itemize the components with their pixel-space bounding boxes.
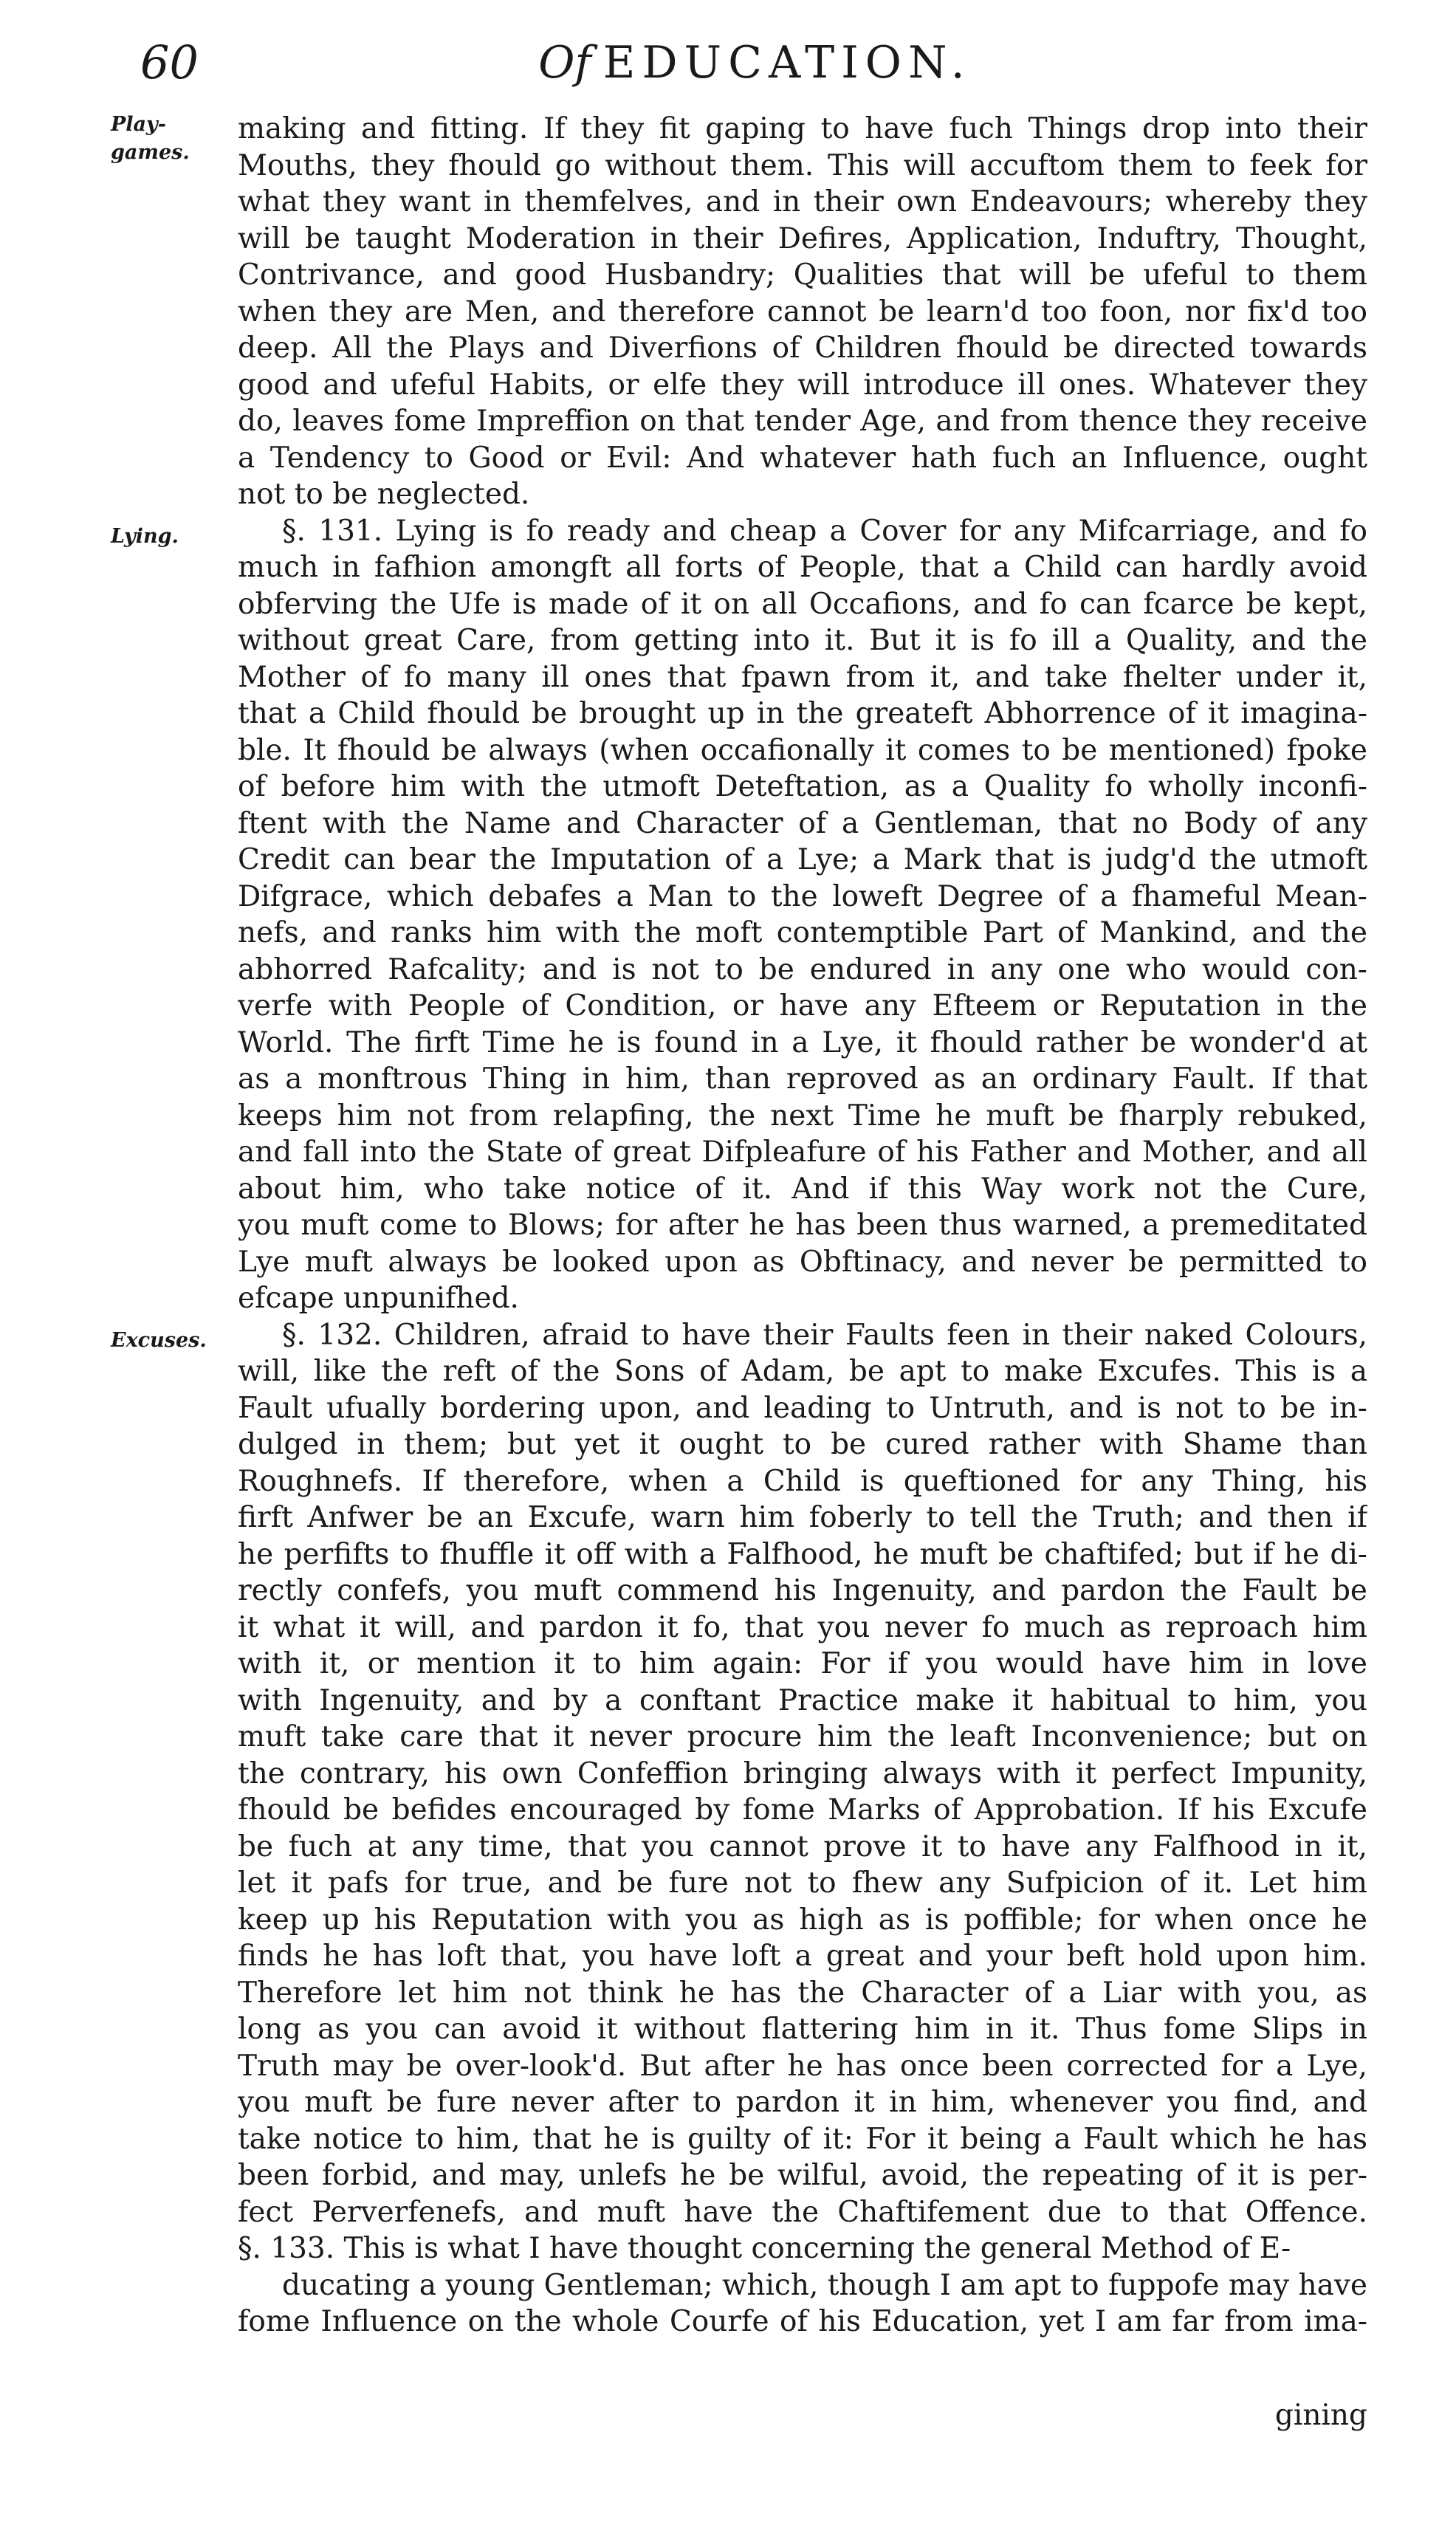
running-title-main: EDUCATION. <box>602 37 972 89</box>
text-line: dulged in them; but yet it ought to be cured rather with Shame than <box>238 1428 1367 1461</box>
text-line: Fault ufually bordering upon, and leading to Untruth, and is not to be in- <box>238 1391 1367 1425</box>
text-line: nefs, and ranks him with the moft contemptible Part of Mankind, and the <box>238 916 1367 949</box>
text-line: Credit can bear the Imputation of a Lye; a Mark that is judg'd the utmoft <box>238 843 1367 876</box>
sidenote-excuses: Excuses. <box>111 1329 207 1352</box>
text-line: let it pafs for true, and be fure not to fhew any Sufpicion of it. Let him <box>238 1866 1367 1900</box>
text-line: with it, or mention it to him again: For if you would have him in love <box>238 1647 1367 1680</box>
text-line: deep. All the Plays and Diverfions of Children fhould be directed towards <box>238 332 1367 365</box>
text-line: finds he has loft that, you have loft a great and your beft hold upon him. <box>238 1940 1367 1973</box>
text-line: firft Anfwer be an Excufe, warn him foberly to tell the Truth; and then if <box>238 1501 1367 1534</box>
text-line: you muft be fure never after to pardon it in him, whenever you find, and <box>238 2086 1367 2119</box>
catchword: gining <box>1274 2399 1367 2432</box>
text-line: making and fitting. If they fit gaping to have fuch Things drop into their <box>238 112 1367 145</box>
text-line: keeps him not from relapfing, the next Time he muft be fharply rebuked, <box>238 1099 1367 1133</box>
text-line: §. 131. Lying is fo ready and cheap a Cover for any Mifcarriage, and fo <box>282 514 1367 548</box>
text-line: when they are Men, and therefore cannot be learn'd too foon, nor fix'd too <box>238 295 1367 329</box>
text-line: rectly confefs, you muft commend his Ingenuity, and pardon the Fault be <box>238 1574 1367 1607</box>
text-line: Contrivance, and good Husbandry; Qualities that will be ufeful to them <box>238 258 1367 292</box>
text-line: that a Child fhould be brought up in the greateft Abhorrence of it imagina- <box>238 697 1367 730</box>
text-line: World. The firft Time he is found in a Lye, it fhould rather be wonder'd at <box>238 1026 1367 1059</box>
text-line: fect Perverfenefs, and muft have the Chaftifement due to that Offence. <box>238 2195 1367 2229</box>
sidenote-play-games <box>111 111 229 167</box>
sidenote-play-games-line-1: Play- <box>111 113 166 136</box>
text-line: Truth may be over-look'd. But after he has once been corrected for a Lye, <box>238 2049 1367 2083</box>
text-line: verfe with People of Condition, or have any Efteem or Reputation in the <box>238 989 1367 1023</box>
text-line: muft take care that it never procure him the leaft Inconvenience; but on <box>238 1720 1367 1753</box>
text-line: he perfifts to fhuffle it off with a Falfhood, he muft be chaftifed; but if he di- <box>238 1537 1367 1571</box>
running-title-of: Of <box>538 37 591 89</box>
body-text <box>238 111 1367 2434</box>
sidenote-play-games-line-2: games. <box>111 141 190 164</box>
text-line: Therefore let him not think he has the Character of a Liar with you, as <box>238 1976 1367 2010</box>
text-line <box>238 2340 1367 2377</box>
text-line: will be taught Moderation in their Defires, Application, Induftry, Thought, <box>238 221 1367 255</box>
text-line: you muft come to Blows; for after he has been thus warned, a premeditated <box>238 1209 1367 1242</box>
text-line: with Ingenuity, and by a conftant Practice make it habitual to him, you <box>238 1683 1367 1717</box>
text-line: will, like the reft of the Sons of Adam, be apt to make Excufes. This is a <box>238 1355 1367 1388</box>
text-line: Lye muft always be looked upon as Obftinacy, and never be permitted to <box>238 1245 1367 1279</box>
text-line: a Tendency to Good or Evil: And whatever hath fuch an Influence, ought <box>238 441 1367 475</box>
text-line: about him, who take notice of it. And if this Way work not the Cure, <box>238 1172 1367 1206</box>
text-line: abhorred Rafcality; and is not to be endured in any one who would con- <box>238 952 1367 986</box>
text-line: and fall into the State of great Difpleafure of his Father and Mother, and all <box>238 1136 1367 1169</box>
running-title <box>140 30 1370 96</box>
text-line: §. 132. Children, afraid to have their Faults feen in their naked Colours, <box>282 1318 1367 1352</box>
text-line: ftent with the Name and Character of a Gentleman, that no Body of any <box>238 806 1367 840</box>
page-header <box>140 30 1370 96</box>
text-line: what they want in themfelves, and in their own Endeavours; whereby they <box>238 185 1367 219</box>
text-line: Roughnefs. If therefore, when a Child is queftioned for any Thing, his <box>238 1464 1367 1498</box>
text-line: good and ufeful Habits, or elfe they will introduce ill ones. Whatever they <box>238 368 1367 402</box>
text-line: keep up his Reputation with you as high as is poffible; for when once he <box>238 1903 1367 1937</box>
text-line: take notice to him, that he is guilty of it: For it being a Fault which he has <box>238 2122 1367 2156</box>
text-line: of before him with the utmoft Deteftation, as a Quality fo wholly inconfi- <box>238 770 1367 803</box>
page-number: 60 <box>140 35 199 89</box>
text-line: not to be neglected. <box>238 478 530 511</box>
text-line: do, leaves fome Impreffion on that tender Age, and from thence they receive <box>238 405 1367 438</box>
text-line: Mouths, they fhould go without them. This will accuftom them to feek for <box>238 148 1367 182</box>
text-line: efcape unpunifhed. <box>238 1282 519 1315</box>
text-line: ducating a young Gentleman; which, though I am apt to fuppofe may have <box>282 2268 1367 2302</box>
text-line: as a monftrous Thing in him, than reproved as an ordinary Fault. If that <box>238 1062 1367 1096</box>
text-line: ble. It fhould be always (when occafionally it comes to be mentioned) fpoke <box>238 733 1367 767</box>
text-line: it what it will, and pardon it fo, that you never fo much as reproach him <box>238 1610 1367 1644</box>
text-line: much in fafhion amongft all forts of People, that a Child can hardly avoid <box>238 551 1367 584</box>
text-line: been forbid, and may, unlefs he be wilful, avoid, the repeating of it is per- <box>238 2159 1367 2192</box>
text-line: be fuch at any time, that you cannot prove it to have any Falfhood in it, <box>238 1830 1367 1863</box>
text-line: without great Care, from getting into it. But it is fo ill a Quality, and the <box>238 624 1367 657</box>
text-line: long as you can avoid it without flattering him in it. Thus fome Slips in <box>238 2013 1367 2046</box>
text-line: obferving the Ufe is made of it on all Occafions, and fo can fcarce be kept, <box>238 587 1367 621</box>
text-line: fhould be befides encouraged by fome Marks of Approbation. If his Excufe <box>238 1793 1367 1827</box>
sidenote-lying: Lying. <box>111 525 179 548</box>
text-line: §. 133. This is what I have thought concerning the general Method of E- <box>238 2232 1291 2265</box>
text-line: fome Influence on the whole Courfe of his Education, yet I am far from ima- <box>238 2305 1367 2338</box>
text-line: the contrary, his own Confeffion bringing always with it perfect Impunity, <box>238 1756 1367 1790</box>
text-line: Mother of fo many ill ones that fpawn from it, and take fhelter under it, <box>238 660 1367 694</box>
text-line: Difgrace, which debafes a Man to the loweft Degree of a fhameful Mean- <box>238 879 1367 913</box>
